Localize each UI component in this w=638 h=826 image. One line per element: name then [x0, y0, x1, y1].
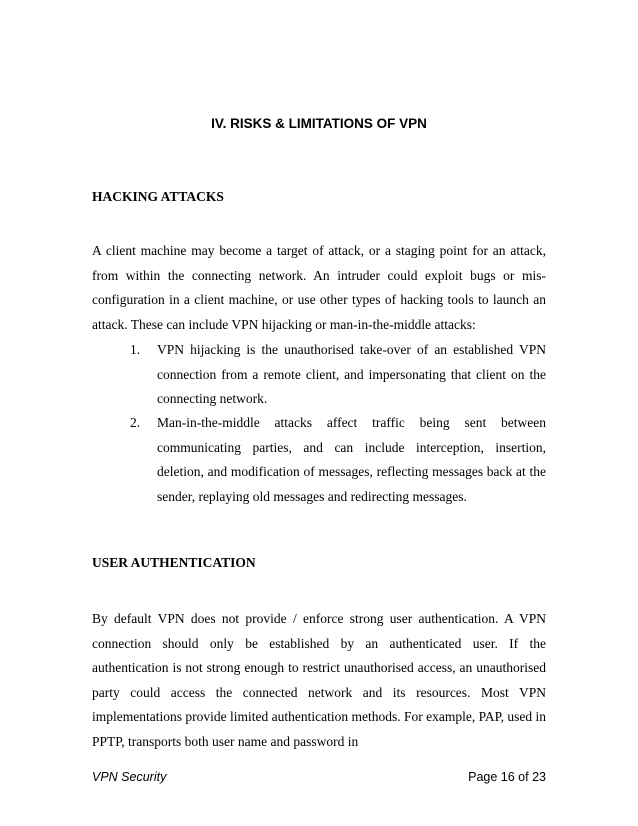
list-item-number: 2. — [130, 415, 141, 430]
section-title: IV. RISKS & LIMITATIONS OF VPN — [211, 116, 427, 131]
footer-page-number: Page 16 of 23 — [468, 770, 546, 784]
list-item — [130, 338, 546, 412]
list-item-text: Man-in-the-middle attacks affect traffic being sent between communicating parties, and can include interception, insertion, deletion, and modification of messages, reflecting messages back at the sender, replaying old messages and redirecting messages. — [157, 415, 546, 504]
footer-document-name: VPN Security — [92, 770, 167, 784]
list-item-number: 1. — [130, 342, 141, 357]
list-item — [130, 411, 546, 509]
list-item-text: VPN hijacking is the unauthorised take-over of an established VPN connection from a remote client, and impersonating that client on the connecting network. — [157, 342, 546, 406]
heading-hacking-attacks: HACKING ATTACKS — [92, 189, 224, 204]
user-authentication-paragraph: By default VPN does not provide / enforce strong user authentication. A VPN connection should only be established by an authenticated user. If the authentication is not strong enough to restrict unauthorised access, an unauthorised party could access the connected network and its resources. Most VPN implementations provide limited authentication methods. For example, PAP, used in PPTP, transports both user name and password in — [92, 611, 546, 749]
heading-user-authentication: USER AUTHENTICATION — [92, 555, 256, 570]
hacking-attacks-paragraph: A client machine may become a target of attack, or a staging point for an attack, from within the connecting network. An intruder could exploit bugs or mis-configuration in a client machine, or use other types of hacking tools to launch an attack. These can include VPN hijacking or man-in-the-middle attacks: — [92, 243, 546, 332]
